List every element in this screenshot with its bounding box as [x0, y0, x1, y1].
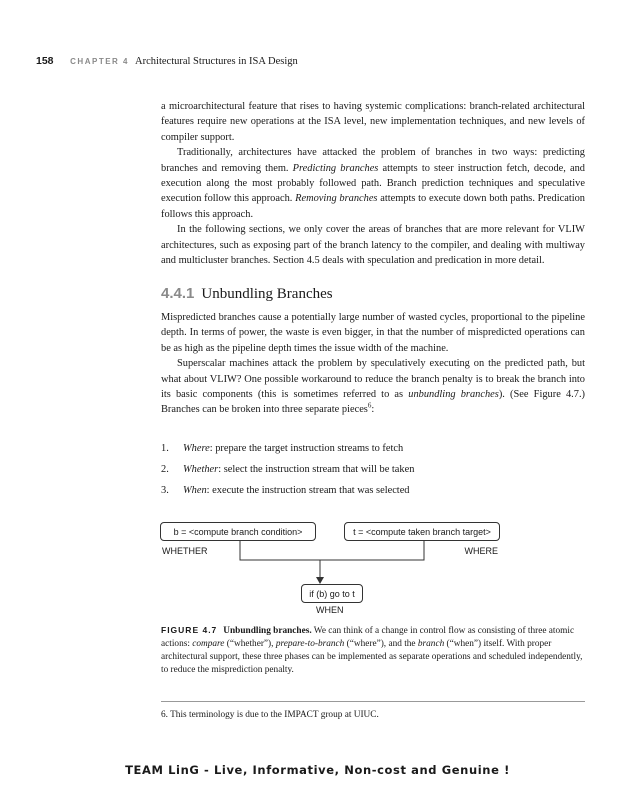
- figure-diagram: [160, 522, 500, 618]
- figure-label: FIGURE 4.7: [161, 625, 218, 635]
- compare-box: b = <compute branch condition>: [160, 522, 316, 541]
- running-head: [36, 55, 298, 67]
- section-text: [161, 310, 585, 418]
- intro-paragraph-2: Traditionally, architectures have attacked the problem of branches in two ways: predicting branches and removing them. Predicting branches attempts to steer instruction fetch, decode, and execution along the most probably followed path. Branch prediction techniques and speculative execution follow this approach. Removing branches attempts to execute down both paths. Predication follows this approach.: [161, 147, 586, 220]
- intro-paragraph-3: In the following sections, we only cover the areas of branches that are more relevant for VLIW architectures, such as exposing part of the branch latency to the compiler, and dealing with multiway and multicluster branches. Section 4.5 deals with speculation and predication in more detail.: [161, 224, 585, 267]
- where-label: WHERE: [464, 546, 498, 556]
- chapter-title: Architectural Structures in ISA Design: [135, 56, 298, 67]
- figure-caption: FIGURE 4.7 Unbundling branches. We can think of a change in control flow as consisting of three atomic actions: compare (“whether”), prepare-to-branch (“where”), and the branch (“when”) itself. With proper architectural support, these three phases can be implemented as separate operations and scheduled independently, to reduce the misprediction penalty.: [161, 625, 583, 675]
- when-label: WHEN: [316, 605, 344, 615]
- list-item: 2. Whether: select the instruction stream that will be taken: [161, 464, 415, 475]
- section-paragraph-2: Superscalar machines attack the problem by speculatively executing on the predicted path, but what about VLIW? One possible workaround to reduce the branch penalty is to break the branch into its basic components (this is sometimes referred to as unbundling branches). (See Figure 4.7.) Branches can be broken into three separate pieces$^6$:: [161, 358, 586, 416]
- section-heading: [161, 285, 333, 303]
- footer-banner: TEAM LinG - Live, Informative, Non-cost and Genuine !: [125, 763, 510, 777]
- list-item: 1. Where: prepare the target instruction streams to fetch: [161, 443, 404, 454]
- intro-text: [161, 99, 585, 268]
- section-title: Unbundling Branches: [201, 286, 333, 302]
- section-number: 4.4.1: [161, 285, 195, 302]
- prepare-to-branch-box: t = <compute taken branch target>: [344, 522, 500, 541]
- footnote-rule: [161, 701, 585, 702]
- page-number: 158: [36, 55, 54, 67]
- figure-title: Unbundling branches.: [223, 626, 312, 636]
- branch-box: if (b) go to t: [301, 584, 363, 603]
- footnote: 6. This terminology is due to the IMPACT group at UIUC.: [161, 710, 379, 720]
- intro-paragraph-1: a microarchitectural feature that rises to having systemic complications: branch-related architectural features require new operations at the ISA level, new implementation techniques, and new levels of compiler support.: [161, 101, 585, 143]
- numbered-list: [161, 443, 585, 503]
- chapter-label: CHAPTER 4: [70, 57, 129, 66]
- list-item: 3. When: execute the instruction stream that was selected: [161, 485, 410, 496]
- section-paragraph-1: Mispredicted branches cause a potentially large number of wasted cycles, proportional to the pipeline depth. In terms of power, the waste is even bigger, in that the number of mispredicted operations can be as high as the pipeline depth times the issue width of the machine.: [161, 312, 585, 354]
- whether-label: WHETHER: [162, 546, 208, 556]
